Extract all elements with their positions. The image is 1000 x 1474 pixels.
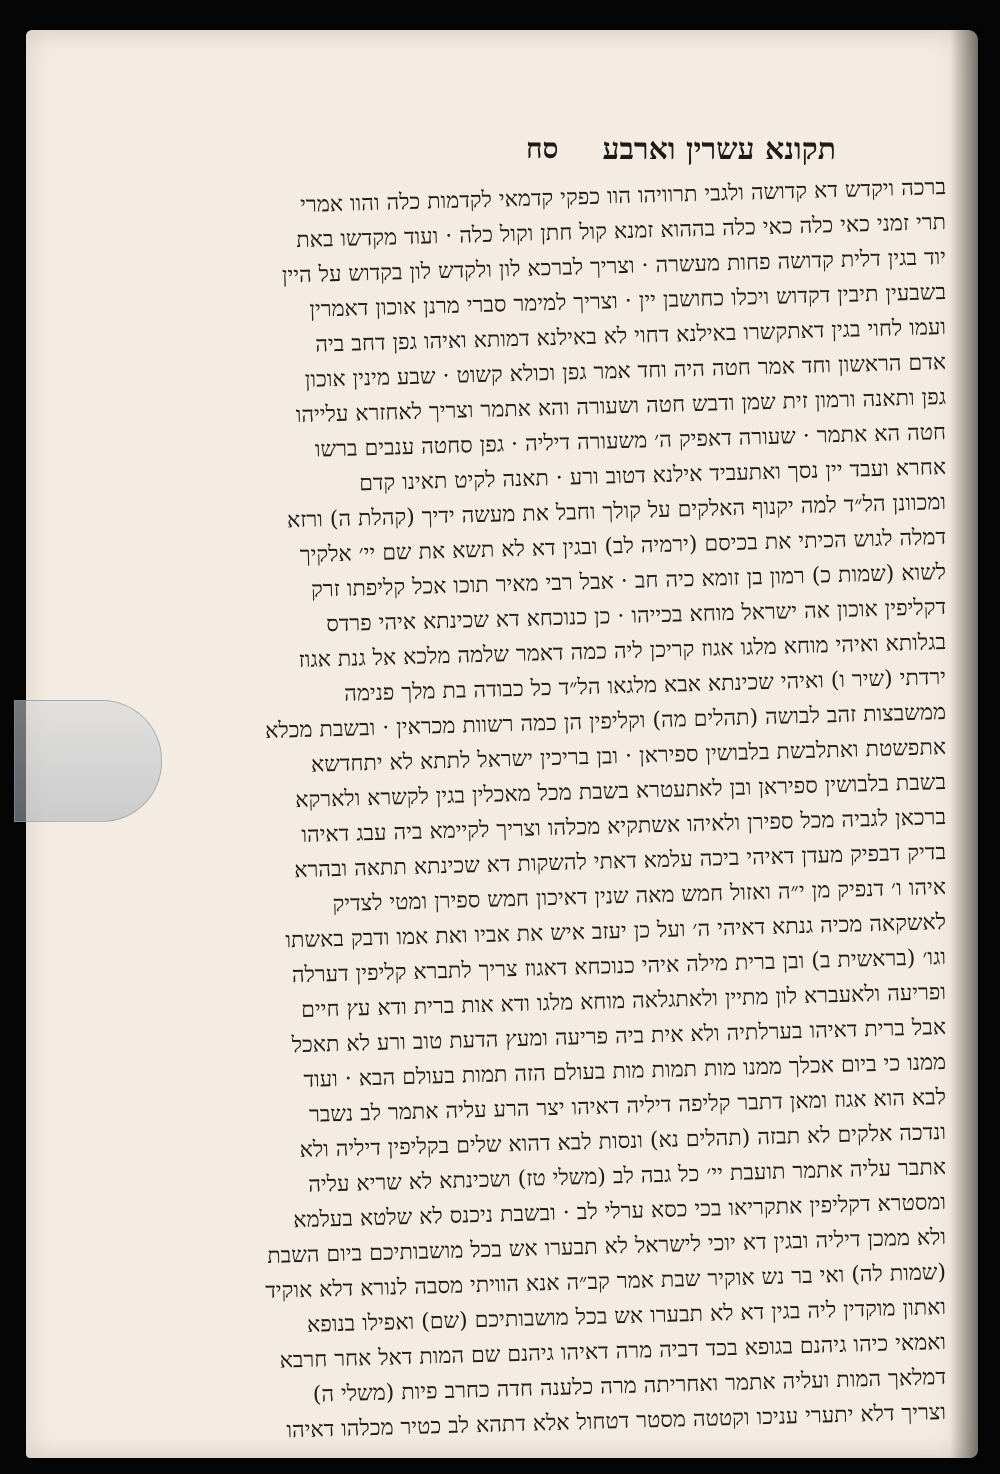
text-line: לאשקאה מכיה גנתא דאיהי ה׳ ועל כן יעזב איש את אביו ואת אמו ודבק באשתו [285,910,947,954]
text-line: ומסטרא דקליפין אתקריאו בכי כסא ערלי לב · ובשבת ניכנס לא שלטא בעלמא [292,1190,947,1234]
text-line: בשבעין תיבין דקדוש ויכלו כחושבן יין · וצריך למימר סברי מרנן אוכון דאמרין [309,280,947,323]
text-line: דקליפין אוכון אה ישראל מוחא בכייהו · כן כנוכחא דא שכינתא איהי פרדס [325,595,947,638]
text-line: אדם הראשון וחד אמר חטה היה וחד אמר גפן וכולא קשוט · שבע מינין אוכון [304,350,947,393]
text-line: ומכוונן הל״ד למה יקנוף האלקים על קולך וחבל את מעשה ידיך (קהלת ה) ורזא [286,490,947,534]
text-line: אחרא ועבד יין נסך ואתעביד אילנא דטוב ורע · תאנה לקיט תאינו קדם [358,455,947,497]
text-line: אתפשטת ואתלבשת בלבושין ספיראן · ובן בריכין ישראל לתתא לא יתחדשא [310,735,947,778]
page-edge-shadow [950,30,980,1458]
text-line: יוד בגין דלית קדושה פחות מעשרה · וצריך לברכא לון ולקדש לון בקדוש על היין [281,245,947,289]
text-line: דמלה לגוש הכיתי את בכיסם (ירמיה לב) ובגין דא לא תשא את שם יי׳ אלקיך [299,525,947,569]
text-line: בשבת בלבושין ספיראן ובן לאתעטרא בשבת מכל מאכלין בגין לקשרא ולארקא [295,770,947,814]
text-line: וצריך דלא יתערי עניכו וקטטה מסטר דטחול אלא דתהא לב כטיר מכלהו דאיהו [286,1400,947,1444]
text-line: וגו׳ (בראשית ב) ובן ברית מילה איהי כנוכחא דאגוז צריך לתברא קליפין דערלה [291,945,947,989]
text-line: דמלאך המות ועליה אתמר ואחריתה מרה כלענה חדה כחרב פיות (משלי ה) [312,1365,947,1408]
text-line: איהו ו׳ דנפיק מן י״ה ואזול חמש מאה שנין דאיכון חמש ספירן ומטי לצדיק [332,875,947,918]
page-header [236,126,836,172]
text-line: בגלותא ואיהי מוחא מלגו אגוז קריכן ליה כמה דאמר שלמה מלכא אל גנת אגוז [298,630,947,674]
text-line: תרי זמני כאי כלה כאי כלה בההוא זמנא קול חתן וקול כלה · ועוד מקדשו באת [295,210,947,254]
text-line: ברכאן לגביה מכל ספירן ולאיהו אשתקיא מכלהו וצריך לקיימא ביה עבג דאיהו [301,805,947,848]
text-line: אבל ברית דאיהו בערלתיה ולא אית ביה פריעה ומעץ הדעת טוב ורע לא תאכל [291,1015,947,1059]
text-line: (שמות לה) ואי בר נש אוקיר שבת אמר קב״ה אנא הוויתי מסבה לנורא דלא אוקיד [264,1260,947,1305]
folio-number: סח [525,132,559,165]
text-line: גפן ותאנה ורמון זית שמן ודבש חטה ושעורה והא אתמר וצריך לאחזרא עלייהו [295,385,947,429]
text-line: ואתון מוקדין ליה בגין דא לא תבערו אש בכל מושבותיכם (שם) ואפילו בנופא [306,1295,947,1338]
text-line: ופריעה ולאעברא לון מתיין ולאתגלאה מוחא מלגו ודא אות ברית ודא עץ חיים [300,980,947,1024]
text-line: אתבר עליה אתמר תועבת יי׳ כל גבה לב (משלי טז) ושכינתא לא שריא עליה [307,1155,947,1198]
text-line: לבא הוא אגוז ומאן דתבר קליפה דיליה דאיהו יצר הרע עליה אתמר לב נשבר [308,1085,947,1128]
text-line: ונדכה אלקים לא תבזה (תהלים נא) ונסות לבא דהוא שלים בקליפין דיליה ולא [299,1120,947,1164]
text-line: לשוא (שמות כ) רמון בן זומא כיה חב · אבל רבי מאיר תוכו אכל קליפתו זרק [310,560,947,603]
text-line: ולא ממכן דיליה ובגין דא יוכי לישראל לא תבערו אש בכל מושבותיכם ביום השבת [266,1225,947,1269]
main-text-block [236,170,947,1444]
text-line: ממנו כי ביום אכלך ממנו מות תמות מות בעולם הזה תמות בעולם הבא · ועוד [303,1050,947,1093]
page-clip [14,700,162,822]
text-line: ממשבצות זהב לבושה (תהלים מה) וקליפין הן כמה רשוות מכראין · ובשבת מכלא [264,700,947,745]
text-line: ועמו לחוי בגין דאתקשרו באילנא דחוי לא באילנא דמותא ואיהו גפן דחב ביה [314,315,947,358]
text-line: חטה הא אתמר · שעורה דאפיק ה׳ משעורה דיליה · גפן סחטה ענבים ברשו [314,420,947,463]
text-line: ואמאי כיהו גיהנם בגופא בכד דביה מרה דאיהו גיהנם שם המות דאל אחר חרבא [279,1330,947,1374]
running-title: תקונא עשרין וארבע [602,131,836,167]
text-line: ברכה ויקדש דא קדושה ולגבי תרוויהו הוו כפקי קדמאי לקדמות כלה והוו אמרי [299,175,947,219]
text-line: בדיק דבפיק מעדן דאיהי ביכה עלמא דאתי להשקות דא שכינתא תתאה ובהרא [294,840,947,884]
text-line: ירדתי (שיר ו) ואיהי שכינתא אבא מלגאו הל״ד כל כבודה בת מלך פנימה [343,665,947,707]
